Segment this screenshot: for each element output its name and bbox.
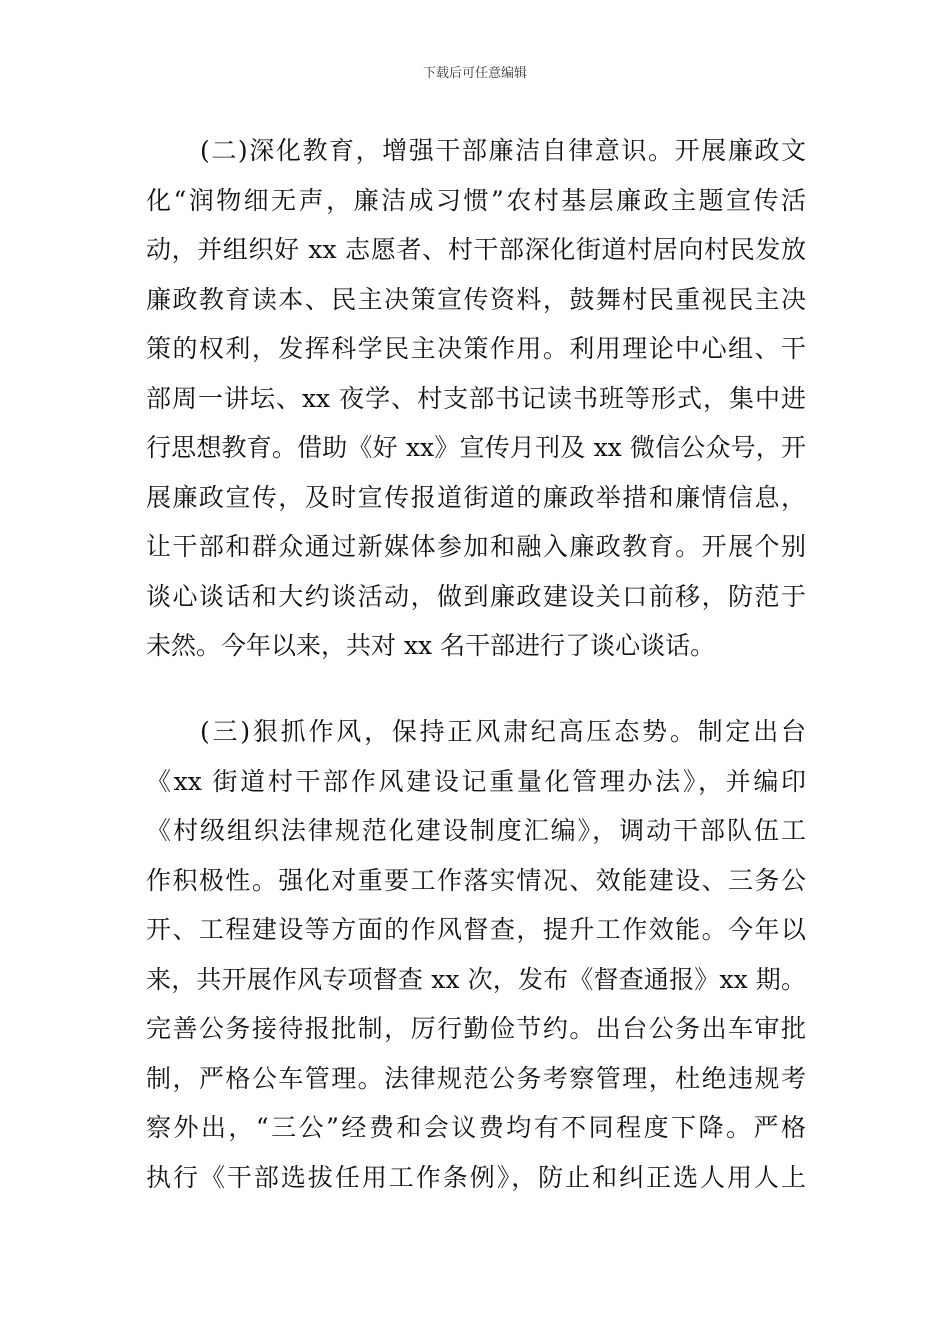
paragraph-line: (三)狠抓作风，保持正风肃纪高压态势。制定出台	[200, 717, 806, 746]
paragraph-line: 动，并组织好 xx 志愿者、村干部深化街道村居向村民发放	[146, 235, 806, 264]
paragraph-line: 执行《干部选拔任用工作条例》，防止和纠正选人用人上	[146, 1162, 806, 1192]
paragraph-line: 《村级组织法律规范化建设制度汇编》，调动干部队伍工	[146, 816, 806, 845]
paragraph-line: 完善公务接待报批制，厉行勤俭节约。出台公务出车审批	[146, 1014, 806, 1043]
paragraph-line: 察外出，“三公”经费和会议费均有不同程度下降。严格	[146, 1113, 806, 1142]
paragraph-line: 来，共开展作风专项督查 xx 次，发布《督查通报》xx 期。	[146, 964, 806, 994]
paragraph-line: 谈心谈话和大约谈活动，做到廉政建设关口前移，防范于	[146, 581, 806, 611]
paragraph-line: 开、工程建设等方面的作风督查，提升工作效能。今年以	[146, 915, 806, 944]
paragraph-line: 制，严格公车管理。法律规范公务考察管理，杜绝违规考	[146, 1063, 806, 1093]
paragraph-deepen-education	[146, 126, 806, 671]
paragraph-line: 化“润物细无声，廉洁成习惯”农村基层廉政主题宣传活	[146, 185, 806, 215]
paragraph-line: 让干部和群众通过新媒体参加和融入廉政教育。开展个别	[146, 532, 806, 561]
paragraph-line: 行思想教育。借助《好 xx》宣传月刊及 xx 微信公众号，开	[146, 433, 806, 462]
paragraph-line: 《xx 街道村干部作风建设记重量化管理办法》，并编印	[146, 766, 806, 796]
paragraph-line: 展廉政宣传，及时宣传报道街道的廉政举措和廉情信息，	[146, 482, 806, 512]
paragraph-work-style	[146, 707, 806, 1202]
paragraph-line: 部周一讲坛、xx 夜学、村支部书记读书班等形式，集中进	[146, 383, 806, 413]
paragraph-line: 策的权利，发挥科学民主决策作用。利用理论中心组、干	[146, 334, 806, 363]
download-note: 下载后可任意编辑	[422, 66, 527, 81]
paragraph-line: 未然。今年以来，共对 xx 名干部进行了谈心谈话。	[146, 631, 716, 660]
paragraph-line: (二)深化教育，增强干部廉洁自律意识。开展廉政文	[200, 136, 806, 165]
paragraph-line: 作积极性。强化对重要工作落实情况、效能建设、三务公	[146, 865, 806, 895]
paragraph-line: 廉政教育读本、民主决策宣传资料，鼓舞村民重视民主决	[146, 284, 806, 314]
